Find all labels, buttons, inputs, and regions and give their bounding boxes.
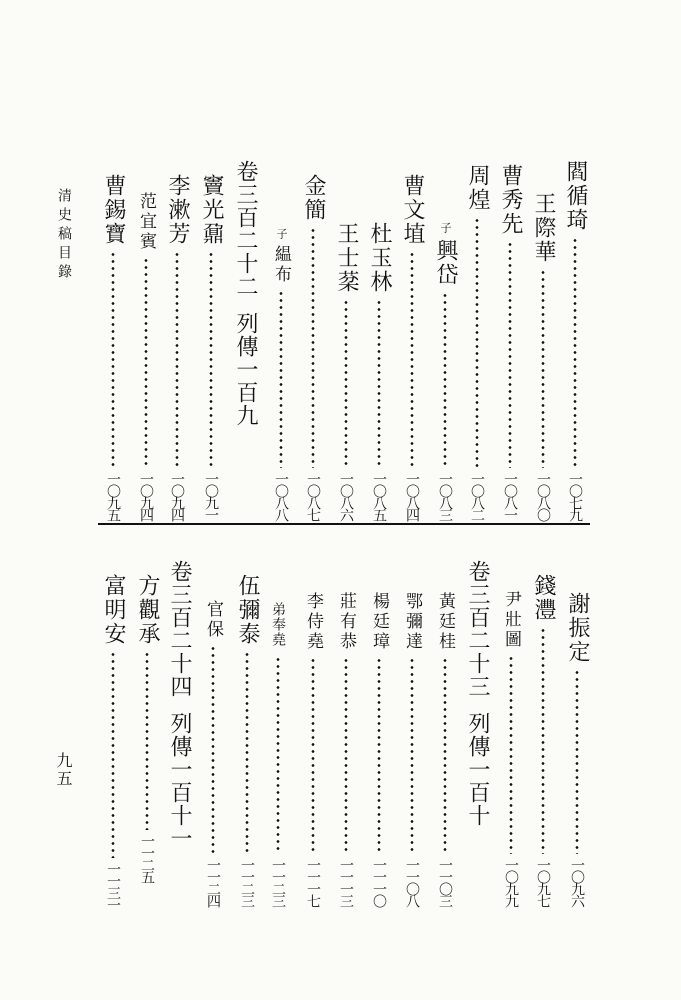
entry-name: 富明安 — [101, 574, 126, 646]
entry-page: 一〇八二 — [469, 472, 485, 520]
entry-page: 一〇八一 — [502, 472, 518, 520]
entry-name: 莊有恭 — [336, 592, 356, 652]
leader-dots — [311, 227, 315, 468]
entry-name: 王際華 — [531, 192, 556, 264]
entry-page: 一〇八〇 — [535, 472, 551, 520]
entry-page: 一〇八六 — [338, 472, 354, 520]
leader-dots — [573, 237, 577, 468]
toc-entry — [300, 592, 326, 906]
toc-entry — [100, 174, 126, 520]
toc-entry — [164, 174, 190, 520]
toc-entry — [562, 160, 588, 520]
toc-entry — [399, 592, 425, 906]
zhuan-number: 列傳一百十 — [465, 712, 490, 827]
zhuan-number: 列傳一百九 — [233, 312, 258, 427]
toc-entry — [234, 574, 260, 906]
toc-entry — [100, 574, 126, 910]
entry-page: 一〇九四 — [169, 472, 185, 520]
entry-name: 周煌 — [465, 164, 490, 212]
entry-page: 一〇九五 — [105, 472, 121, 520]
leader-dots — [475, 217, 479, 468]
entry-page: 一〇八五 — [371, 472, 387, 520]
leader-dots — [508, 241, 512, 468]
leader-dots — [145, 651, 149, 830]
toc-entry — [366, 222, 392, 520]
entry-page: 一〇八三 — [437, 472, 453, 520]
toc-entry — [399, 174, 425, 520]
page-number: 九五 — [54, 752, 73, 788]
leader-dots — [410, 657, 414, 854]
leader-dots — [175, 251, 179, 468]
entry-page: 一一一三 — [338, 858, 354, 906]
entry-page: 一一二三 — [239, 858, 255, 906]
relation-marker: 子 — [275, 228, 288, 241]
leader-dots — [410, 251, 414, 468]
toc-entry — [268, 228, 294, 520]
section-divider — [98, 523, 590, 525]
leader-dots — [575, 669, 579, 854]
entry-name: 興岱 — [433, 239, 458, 287]
entry-name: 弟奉堯 — [270, 602, 286, 647]
leader-dots — [541, 627, 545, 854]
leader-dots — [279, 290, 283, 468]
toc-entry — [530, 192, 556, 520]
entry-page: 一一二五 — [139, 834, 155, 882]
entry-name: 鄂彌達 — [402, 592, 422, 652]
entry-name: 李漱芳 — [165, 174, 190, 246]
entry-name: 閻循琦 — [563, 160, 588, 232]
leader-dots — [111, 651, 115, 858]
toc-entry — [133, 192, 159, 520]
entry-page: 一〇八七 — [305, 472, 321, 520]
toc-entry — [333, 222, 359, 520]
volume-heading — [232, 160, 258, 427]
entry-name: 方觀承 — [135, 574, 160, 646]
toc-entry — [464, 164, 490, 520]
juan-number: 卷三百二十二 — [233, 160, 258, 298]
entry-name: 尹壯圖 — [501, 590, 521, 650]
toc-entry — [498, 590, 524, 906]
juan-number: 卷三百二十三 — [465, 560, 490, 698]
entry-page: 一〇七九 — [567, 472, 583, 520]
entry-name: 楊廷璋 — [369, 592, 389, 652]
leader-dots — [111, 251, 115, 468]
relation-marker: 子 — [439, 222, 452, 235]
leader-dots — [509, 655, 513, 854]
leader-dots — [377, 299, 381, 468]
entry-name: 曹文埴 — [400, 174, 425, 246]
entry-name: 李侍堯 — [303, 592, 323, 652]
entry-name: 曹秀先 — [498, 164, 523, 236]
entry-name: 伍彌泰 — [235, 574, 260, 646]
toc-entry — [200, 600, 226, 906]
leader-dots — [443, 292, 447, 468]
entry-page: 一一三一 — [105, 862, 121, 910]
volume-heading — [166, 560, 192, 850]
volume-heading — [464, 560, 490, 827]
entry-page: 一一二三 — [270, 858, 286, 906]
toc-entry — [530, 574, 556, 906]
running-title: 清史稿目錄 — [56, 188, 72, 283]
toc-entry — [333, 592, 359, 906]
leader-dots — [245, 651, 249, 854]
entry-name: 曹錫寶 — [101, 174, 126, 246]
entry-page: 一一〇三 — [437, 858, 453, 906]
entry-name: 黃廷桂 — [435, 592, 455, 652]
toc-entry — [198, 174, 224, 520]
entry-name: 金簡 — [301, 174, 326, 222]
entry-name: 竇光鼐 — [199, 174, 224, 246]
leader-dots — [311, 657, 315, 854]
entry-page: 一〇九六 — [569, 858, 585, 906]
leader-dots — [211, 645, 215, 854]
toc-entry — [134, 574, 160, 882]
toc-entry — [300, 174, 326, 520]
entry-name: 杜玉林 — [367, 222, 392, 294]
toc-entry — [366, 592, 392, 906]
entry-page: 一〇九九 — [503, 858, 519, 906]
entry-page: 一一一七 — [305, 858, 321, 906]
toc-entry — [268, 602, 288, 906]
toc-entry — [497, 164, 523, 520]
juan-number: 卷三百二十四 — [167, 560, 192, 698]
entry-name: 官保 — [203, 600, 223, 640]
entry-name: 錢灃 — [531, 574, 556, 622]
entry-name: 謝振定 — [565, 592, 590, 664]
leader-dots — [144, 257, 148, 468]
toc-entry — [432, 592, 458, 906]
entry-page: 一〇九七 — [535, 858, 551, 906]
zhuan-number: 列傳一百十一 — [167, 712, 192, 850]
toc-entry — [564, 592, 590, 906]
leader-dots — [541, 269, 545, 468]
entry-name: 范宜賓 — [136, 192, 156, 252]
entry-page: 一一一〇 — [371, 858, 387, 906]
leader-dots — [209, 251, 213, 468]
entry-page: 一〇八四 — [404, 472, 420, 520]
leader-dots — [276, 656, 280, 854]
entry-page: 一〇八八 — [273, 472, 289, 520]
entry-page: 一一〇八 — [404, 858, 420, 906]
entry-name: 緼布 — [271, 245, 291, 285]
leader-dots — [443, 657, 447, 854]
entry-name: 王士棻 — [334, 222, 359, 294]
leader-dots — [344, 299, 348, 468]
leader-dots — [344, 657, 348, 854]
entry-page: 一〇九一 — [203, 472, 219, 520]
entry-page: 一一二四 — [205, 858, 221, 906]
leader-dots — [377, 657, 381, 854]
toc-entry — [432, 222, 458, 520]
entry-page: 一〇九四 — [138, 472, 154, 520]
